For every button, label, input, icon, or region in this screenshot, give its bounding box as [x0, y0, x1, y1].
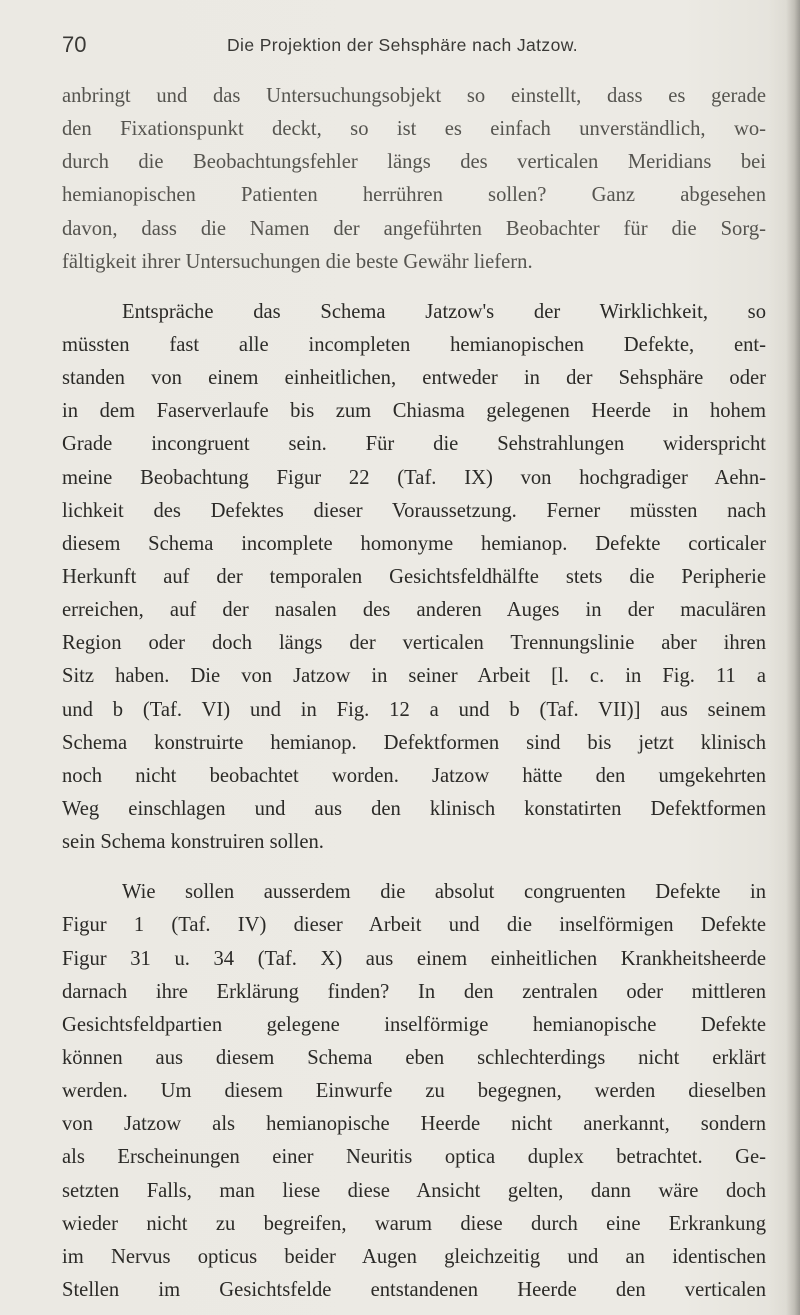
text-line: Figur 1 (Taf. IV) dieser Arbeit und die inselförmigen Defekte: [62, 914, 766, 937]
text-line: können aus diesem Schema eben schlechterdings nicht erklärt: [62, 1046, 766, 1069]
text-line: meine Beobachtung Figur 22 (Taf. IX) von hochgradiger Aehn-: [62, 466, 766, 489]
text-line: davon, dass die Namen der angeführten Beobachter für die Sorg-: [62, 217, 766, 240]
text-line: müssten fast alle incompleten hemianopischen Defekte, ent-: [62, 333, 766, 356]
text-line: setzten Falls, man liese diese Ansicht gelten, dann wäre doch: [62, 1179, 766, 1202]
text-line: Stellen im Gesichtsfelde entstandenen Heerde den verticalen: [62, 1278, 766, 1301]
text-line: im Nervus opticus beider Augen gleichzeitig und an identischen: [62, 1245, 766, 1268]
text-line: Grade incongruent sein. Für die Sehstrahlungen widerspricht: [62, 433, 766, 456]
text-line: anbringt und das Untersuchungsobjekt so einstellt, dass es gerade: [62, 85, 766, 107]
text-line: Wie sollen ausserdem die absolut congruenten Defekte in: [122, 881, 766, 904]
page-header: [62, 30, 702, 60]
text-line: standen von einem einheitlichen, entweder in der Sehsphäre oder: [62, 367, 766, 390]
running-title: Die Projektion der Sehsphäre nach Jatzow.: [227, 35, 579, 55]
text-line: und b (Taf. VI) und in Fig. 12 a und b (Taf. VII)] aus seinem: [62, 698, 766, 721]
page-edge-shadow: [786, 0, 800, 1315]
text-line: Schema konstruirte hemianop. Defektformen sind bis jetzt klinisch: [62, 731, 766, 754]
paragraph-gap: [62, 279, 766, 296]
text-line: lichkeit des Defektes dieser Voraussetzung. Ferner müssten nach: [62, 499, 766, 522]
paragraph-gap: [62, 859, 766, 876]
text-line: diesem Schema incomplete homonyme hemianop. Defekte corticaler: [62, 532, 766, 555]
text-line: Sitz haben. Die von Jatzow in seiner Arbeit [l. c. in Fig. 11 a: [62, 665, 766, 688]
text-line: erreichen, auf der nasalen des anderen Auges in der maculären: [62, 599, 766, 622]
text-line: Entspräche das Schema Jatzow's der Wirklichkeit, so: [122, 300, 766, 323]
text-line: darnach ihre Erklärung finden? In den zentralen oder mittleren: [62, 980, 766, 1003]
text-line: Gesichtsfeldpartien gelegene inselförmige hemianopische Defekte: [62, 1013, 766, 1036]
page-number: 70: [62, 32, 87, 57]
text-line: Weg einschlagen und aus den klinisch konstatirten Defektformen: [62, 797, 766, 820]
text-line: den Fixationspunkt deckt, so ist es einfach unverständlich, wo-: [62, 118, 766, 141]
text-line: als Erscheinungen einer Neuritis optica duplex betrachtet. Ge-: [62, 1146, 766, 1169]
text-line: Herkunft auf der temporalen Gesichtsfeldhälfte stets die Peripherie: [62, 565, 766, 588]
text-line: durch die Beobachtungsfehler längs des verticalen Meridians bei: [62, 151, 766, 174]
text-line: von Jatzow als hemianopische Heerde nicht anerkannt, sondern: [62, 1113, 766, 1136]
text-line: sein Schema konstruiren sollen.: [62, 831, 324, 854]
text-line: noch nicht beobachtet worden. Jatzow hätte den umgekehrten: [62, 764, 766, 787]
paragraph-2: [62, 296, 766, 859]
text-line: wieder nicht zu begreifen, warum diese durch eine Erkrankung: [62, 1212, 766, 1235]
text-line: werden. Um diesem Einwurfe zu begegnen, werden dieselben: [62, 1080, 766, 1103]
paragraph-1: [62, 80, 766, 279]
text-line: fältigkeit ihrer Untersuchungen die beste Gewähr liefern.: [62, 250, 533, 273]
text-line: Region oder doch längs der verticalen Trennungslinie aber ihren: [62, 632, 766, 655]
body-text: [62, 80, 766, 1307]
text-line: hemianopischen Patienten herrühren sollen? Ganz abgesehen: [62, 184, 766, 207]
text-line: Figur 31 u. 34 (Taf. X) aus einem einheitlichen Krankheitsheerde: [62, 947, 766, 970]
text-line: in dem Faserverlaufe bis zum Chiasma gelegenen Heerde in hohem: [62, 400, 766, 423]
paragraph-3: [62, 876, 766, 1307]
